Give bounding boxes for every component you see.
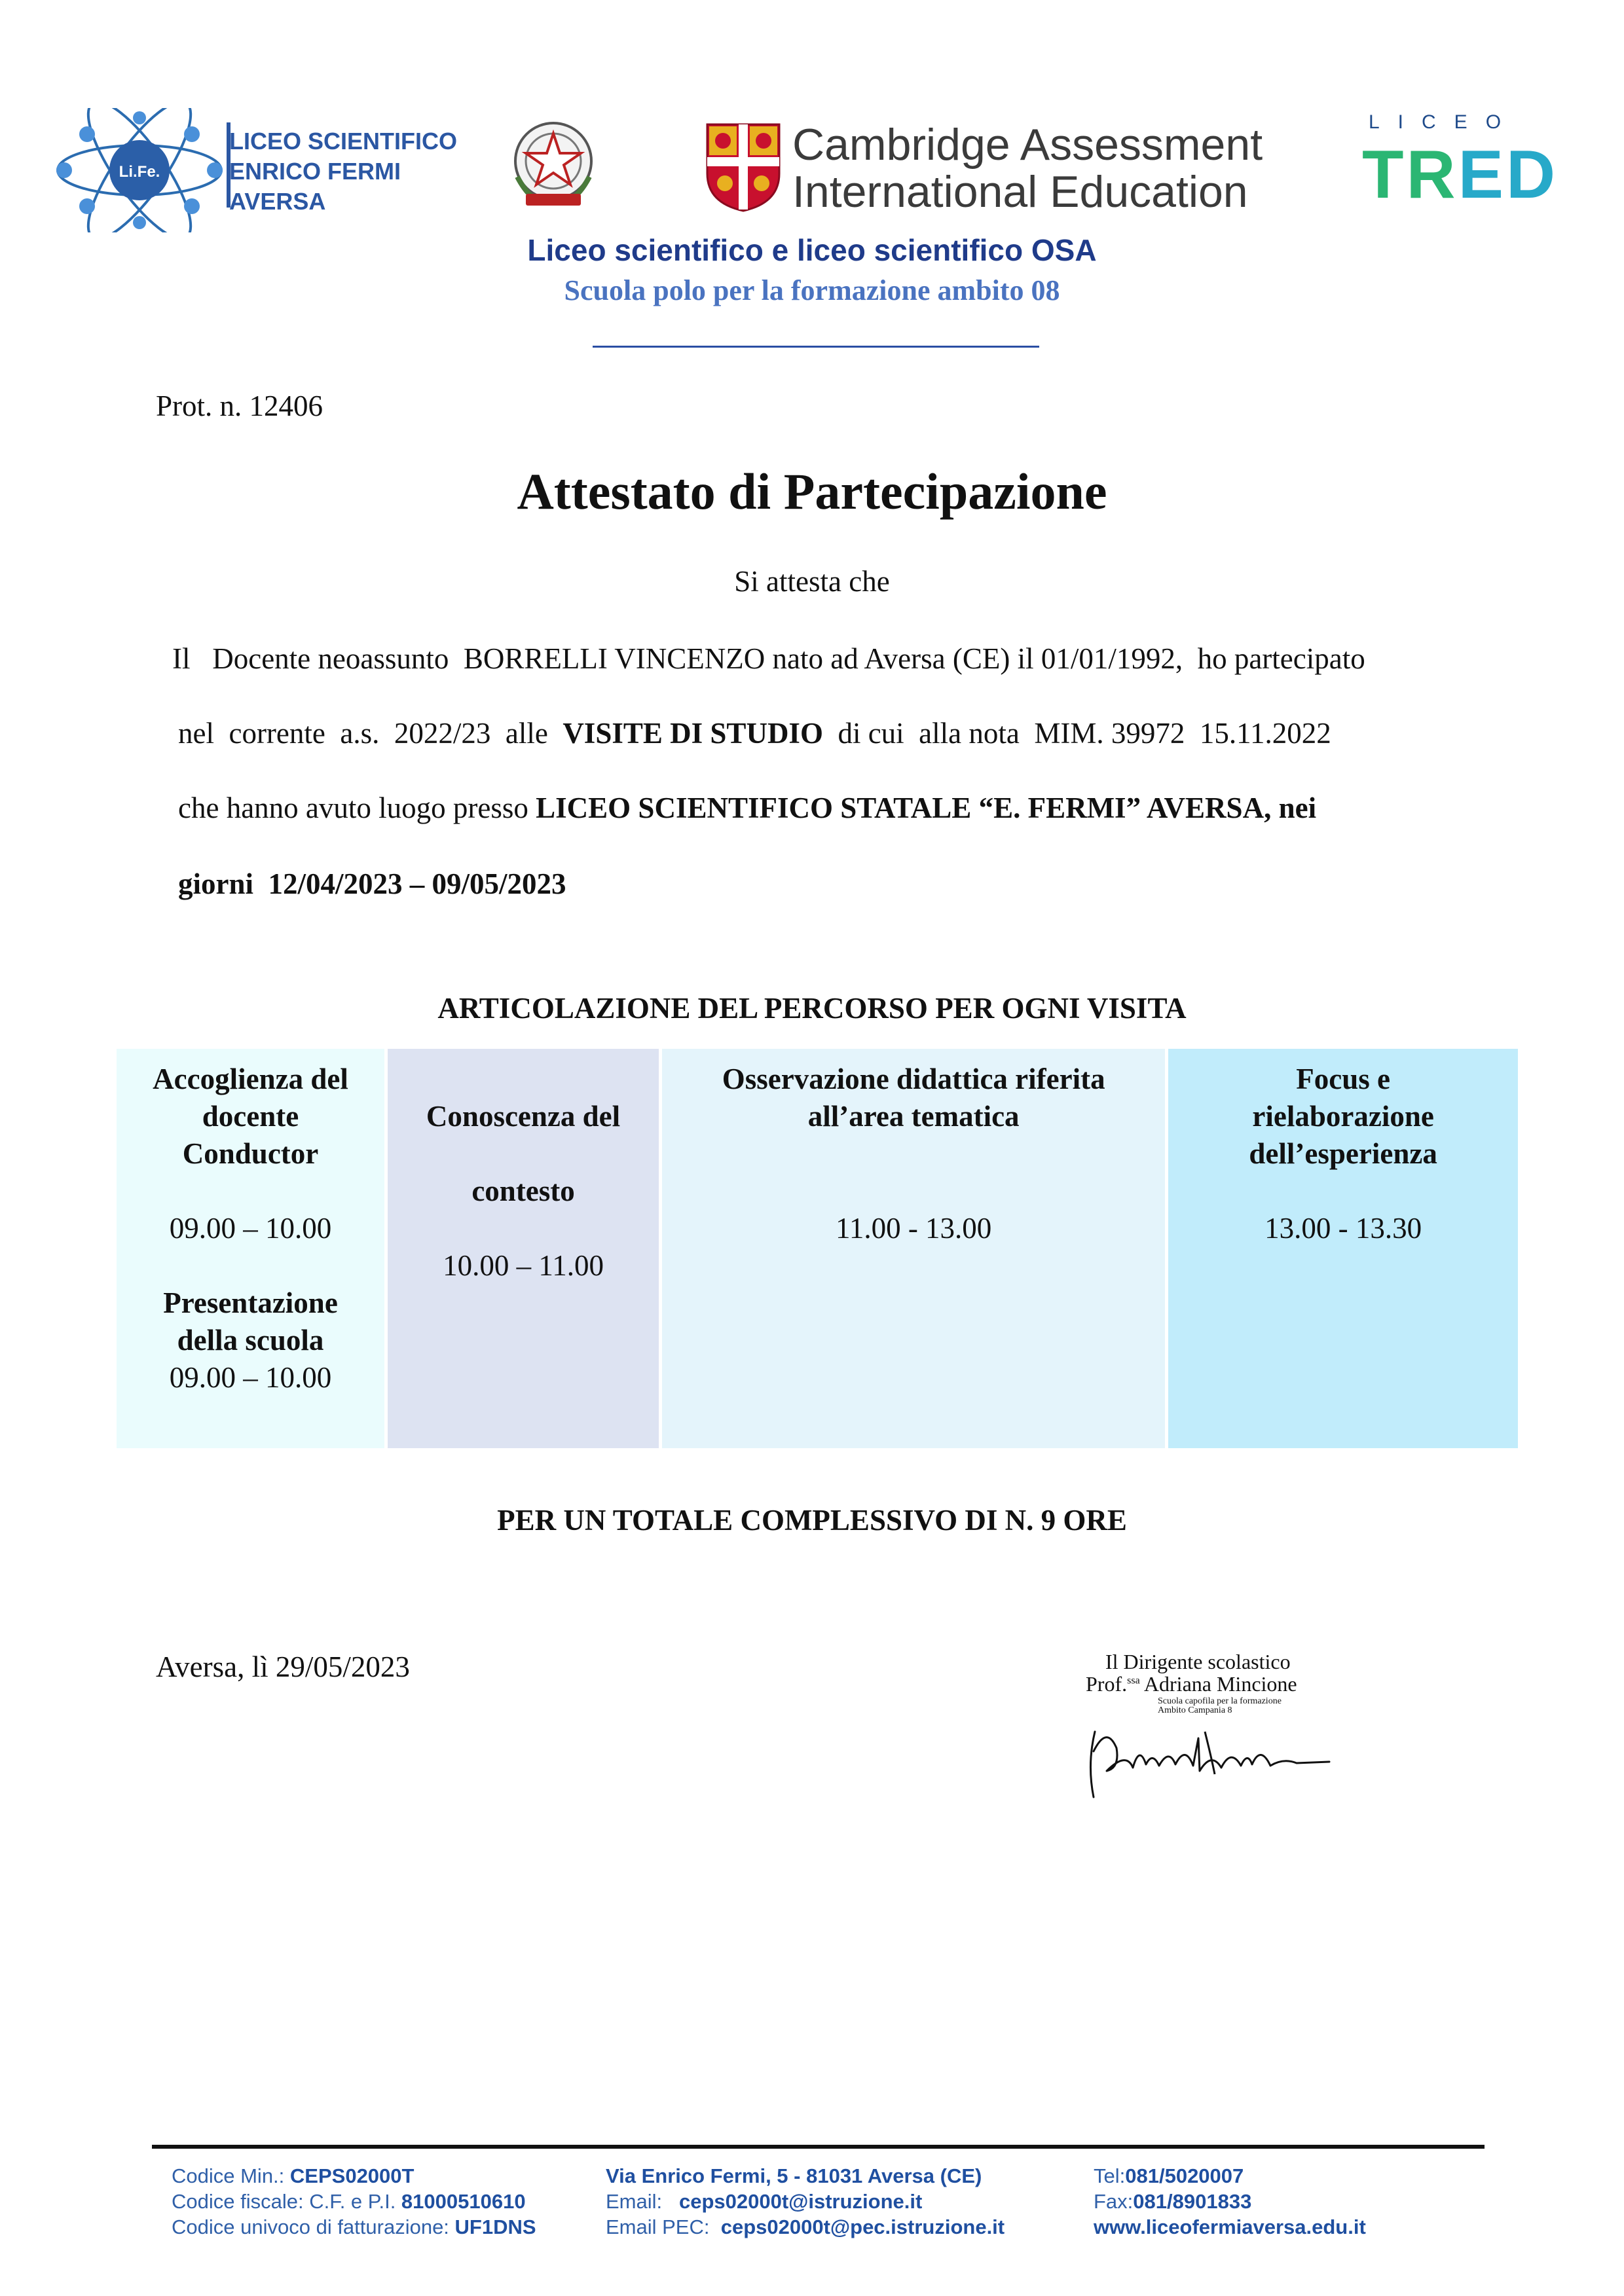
footer-codes: Codice Min.: CEPS02000T Codice fiscale: C.F. e P.I. 81000510610 Codice univoco di fatturazione: UF1DNS [172,2164,536,2238]
schedule-time: 13.00 - 13.30 [1264,1212,1422,1245]
signer-stamp: Scuola capofila per la formazione Ambito Campania 8 [1158,1696,1282,1715]
schedule-time: 09.00 – 10.00 [169,1212,332,1245]
schedule-column-accoglienza: Accoglienza del docente Conductor 09.00 – 10.00 Presentazione della scuola 09.00 – 10.00 [117,1049,384,1448]
footer-website-link[interactable]: www.liceofermiaversa.edu.it [1094,2215,1366,2238]
cambridge-shield-icon [704,121,783,213]
protocol-number: Prot. n. 12406 [156,390,323,422]
emblem-icon [507,117,599,215]
attestation-line-2: nel corrente a.s. 2022/23 alle VISITE DI STUDIO di cui alla nota MIM. 39972 15.11.2022 [178,717,1331,750]
schedule-time: 11.00 - 13.00 [835,1212,992,1245]
schedule-column-focus: Focus e rielaborazione dell’esperienza 13.00 - 13.30 [1168,1049,1518,1448]
signer-role: Il Dirigente scolastico [1105,1650,1291,1673]
life-school-logo [51,108,460,232]
footer-address: Via Enrico Fermi, 5 - 81031 Aversa (CE) Email: ceps02000t@istruzione.it Email PEC: ceps02000t@pec.istruzione.it [606,2164,1005,2238]
signer-name: Prof.$^{ssa}$ Adriana Mincione [1086,1672,1297,1696]
school-polo-subtitle: Scuola polo per la formazione ambito 08 [564,274,1060,306]
header-divider [593,346,1039,348]
schedule-time: 10.00 – 11.00 [443,1249,604,1282]
page-title: Attestato di Partecipazione [517,463,1107,520]
attestation-line-1: Il Docente neoassunto BORRELLI VINCENZO nato ad Aversa (CE) il 01/01/1992, ho partecipato [172,642,1365,675]
footer-contacts: Tel:081/5020007 Fax:081/8901833 www.liceofermiaversa.edu.it [1094,2164,1366,2238]
schedule-table [117,1049,1518,1448]
schedule-heading: ARTICOLAZIONE DEL PERCORSO PER OGNI VISITA [437,992,1187,1025]
footer-divider [152,2145,1485,2149]
schedule-time: 09.00 – 10.00 [169,1361,332,1394]
place-date: Aversa, lì 29/05/2023 [156,1650,410,1683]
school-subtitle: Liceo scientifico e liceo scientifico OSA [527,233,1097,267]
attestation-line-3: che hanno avuto luogo presso LICEO SCIENTIFICO STATALE “E. FERMI” AVERSA, nei [178,792,1317,824]
handwritten-signature [1080,1712,1356,1804]
svg-text:Li.Fe.: Li.Fe. [119,163,160,181]
schedule-column-osservazione: Osservazione didattica riferita all’area tematica 11.00 - 13.00 [662,1049,1165,1448]
attestation-intro: Si attesta che [734,565,890,598]
life-logo-text: LICEO SCIENTIFICO ENRICO FERMI AVERSA [229,128,458,215]
total-hours: PER UN TOTALE COMPLESSIVO DI N. 9 ORE [497,1504,1127,1537]
cambridge-logo [704,120,1263,217]
cambridge-logo-text: Cambridge Assessment International Education [792,120,1263,217]
signature-block [1080,1650,1421,1807]
atom-icon [51,108,228,232]
footer-email-link[interactable]: ceps02000t@istruzione.it [678,2190,923,2213]
schedule-column-conoscenza: Conoscenza del contesto 10.00 – 11.00 [388,1049,659,1448]
italian-republic-emblem [507,117,599,215]
attestation-line-4: giorni 12/04/2023 – 09/05/2023 [178,867,566,900]
liceo-tred-logo: LICEO TRED [1362,111,1559,213]
footer-pec-link[interactable]: ceps02000t@pec.istruzione.it [720,2215,1005,2238]
